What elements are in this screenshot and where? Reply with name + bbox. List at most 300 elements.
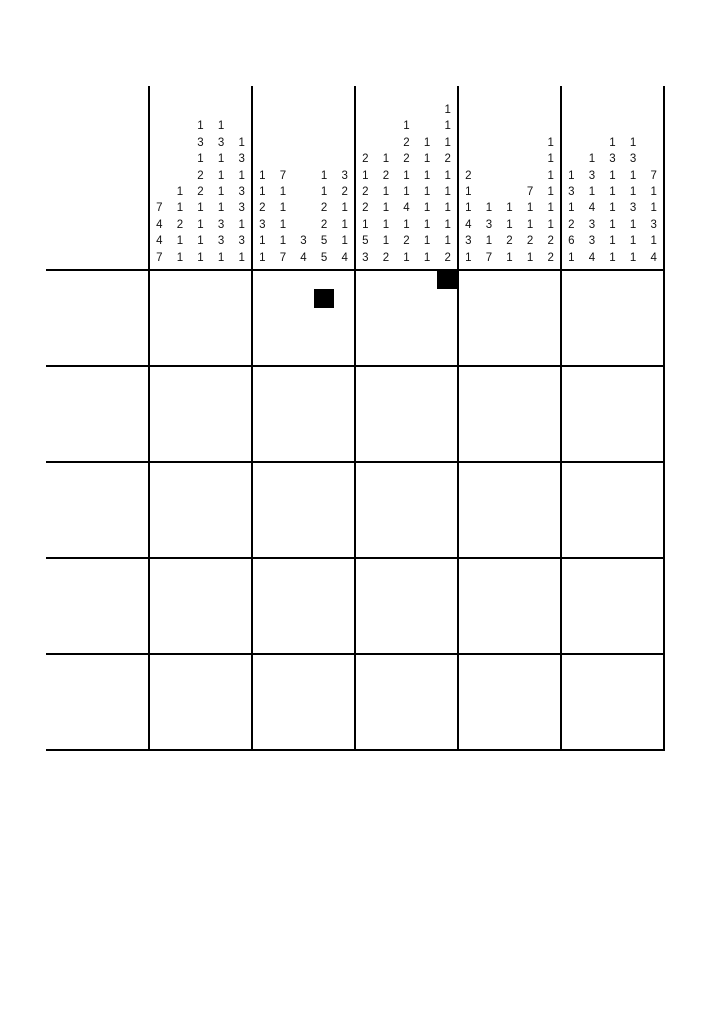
grid-cell[interactable] [211, 385, 233, 405]
grid-cell[interactable] [355, 443, 377, 463]
grid-cell[interactable] [602, 347, 624, 367]
grid-cell[interactable] [499, 424, 521, 444]
grid-cell[interactable] [540, 635, 562, 655]
grid-cell[interactable] [396, 692, 418, 712]
grid-cell[interactable] [396, 270, 418, 290]
grid-cell[interactable] [458, 443, 480, 463]
grid-cell[interactable] [417, 731, 439, 751]
grid-cell[interactable] [479, 692, 501, 712]
grid-cell[interactable] [437, 385, 459, 405]
grid-cell[interactable] [540, 712, 562, 732]
grid-cell[interactable] [211, 577, 233, 597]
grid-cell[interactable] [149, 712, 171, 732]
grid-cell[interactable] [417, 289, 439, 309]
grid-cell[interactable] [355, 270, 377, 290]
grid-cell[interactable] [623, 308, 645, 328]
grid-cell[interactable] [437, 366, 459, 386]
grid-cell[interactable] [602, 270, 624, 290]
grid-cell[interactable] [273, 308, 295, 328]
grid-cell[interactable] [417, 692, 439, 712]
grid-cell[interactable] [314, 654, 336, 674]
grid-cell[interactable] [520, 654, 542, 674]
grid-cell[interactable] [396, 712, 418, 732]
grid-cell[interactable] [623, 366, 645, 386]
grid-cell[interactable] [396, 558, 418, 578]
grid-cell[interactable] [252, 731, 274, 751]
grid-cell[interactable] [479, 308, 501, 328]
grid-cell[interactable] [582, 462, 604, 482]
grid-cell[interactable] [334, 616, 356, 636]
grid-cell[interactable] [520, 577, 542, 597]
grid-cell[interactable] [314, 385, 336, 405]
grid-cell[interactable] [499, 308, 521, 328]
grid-cell[interactable] [499, 558, 521, 578]
grid-cell[interactable] [561, 385, 583, 405]
grid-cell[interactable] [623, 385, 645, 405]
grid-cell[interactable] [231, 712, 253, 732]
grid-cell[interactable] [540, 520, 562, 540]
grid-cell[interactable] [231, 481, 253, 501]
grid-cell[interactable] [376, 520, 398, 540]
grid-cell[interactable] [520, 635, 542, 655]
grid-cell[interactable] [293, 424, 315, 444]
grid-cell[interactable] [211, 366, 233, 386]
grid-cell[interactable] [376, 443, 398, 463]
grid-cell[interactable] [417, 520, 439, 540]
grid-cell[interactable] [540, 328, 562, 348]
grid-cell[interactable] [376, 424, 398, 444]
grid-cell[interactable] [273, 481, 295, 501]
grid-cell[interactable] [252, 366, 274, 386]
grid-cell[interactable] [293, 635, 315, 655]
grid-cell[interactable] [190, 308, 212, 328]
grid-cell[interactable] [458, 462, 480, 482]
grid-cell[interactable] [540, 539, 562, 559]
grid-cell[interactable] [231, 616, 253, 636]
grid-cell[interactable] [252, 481, 274, 501]
grid-cell[interactable] [479, 635, 501, 655]
grid-cell[interactable] [190, 462, 212, 482]
grid-cell[interactable] [520, 385, 542, 405]
grid-cell[interactable] [211, 731, 233, 751]
grid-cell[interactable] [561, 481, 583, 501]
grid-cell[interactable] [582, 539, 604, 559]
grid-cell[interactable] [334, 692, 356, 712]
grid-cell[interactable] [561, 635, 583, 655]
grid-cell[interactable] [623, 289, 645, 309]
grid-cell[interactable] [211, 443, 233, 463]
grid-cell[interactable] [355, 635, 377, 655]
grid-cell[interactable] [231, 673, 253, 693]
grid-cell[interactable] [314, 500, 336, 520]
grid-cell[interactable] [273, 385, 295, 405]
grid-cell[interactable] [458, 500, 480, 520]
grid-cell[interactable] [458, 481, 480, 501]
grid-cell[interactable] [499, 500, 521, 520]
grid-cell[interactable] [479, 577, 501, 597]
grid-cell[interactable] [314, 692, 336, 712]
grid-cell[interactable] [334, 596, 356, 616]
grid-cell[interactable] [149, 308, 171, 328]
grid-cell[interactable] [211, 712, 233, 732]
grid-cell[interactable] [231, 385, 253, 405]
grid-cell[interactable] [211, 635, 233, 655]
grid-cell[interactable] [273, 577, 295, 597]
grid-cell[interactable] [273, 462, 295, 482]
grid-cell[interactable] [149, 443, 171, 463]
grid-cell[interactable] [376, 712, 398, 732]
grid-cell[interactable] [149, 616, 171, 636]
grid-cell[interactable] [499, 289, 521, 309]
grid-cell[interactable] [314, 712, 336, 732]
grid-cell[interactable] [479, 481, 501, 501]
grid-cell[interactable] [582, 635, 604, 655]
grid-cell[interactable] [417, 404, 439, 424]
grid-cell[interactable] [643, 328, 665, 348]
grid-cell[interactable] [231, 289, 253, 309]
grid-cell[interactable] [376, 654, 398, 674]
grid-cell[interactable] [334, 731, 356, 751]
grid-cell[interactable] [355, 308, 377, 328]
grid-cell[interactable] [520, 712, 542, 732]
grid-cell[interactable] [355, 385, 377, 405]
grid-cell[interactable] [499, 270, 521, 290]
grid-cell[interactable] [314, 673, 336, 693]
grid-cell[interactable] [417, 712, 439, 732]
grid-cell[interactable] [623, 539, 645, 559]
grid-cell[interactable] [643, 577, 665, 597]
grid-cell[interactable] [190, 712, 212, 732]
grid-cell[interactable] [211, 520, 233, 540]
grid-cell[interactable] [561, 520, 583, 540]
grid-cell[interactable] [540, 654, 562, 674]
grid-cell[interactable] [314, 347, 336, 367]
grid-cell[interactable] [458, 558, 480, 578]
grid-cell[interactable] [334, 347, 356, 367]
grid-cell[interactable] [190, 577, 212, 597]
grid-cell[interactable] [602, 404, 624, 424]
grid-cell[interactable] [190, 692, 212, 712]
grid-cell[interactable] [582, 404, 604, 424]
grid-cell[interactable] [190, 539, 212, 559]
grid-cell[interactable] [458, 520, 480, 540]
grid-cell[interactable] [376, 347, 398, 367]
grid-cell[interactable] [170, 596, 192, 616]
grid-cell[interactable] [273, 404, 295, 424]
grid-cell[interactable] [561, 443, 583, 463]
grid-cell[interactable] [211, 654, 233, 674]
grid-cell[interactable] [540, 385, 562, 405]
grid-cell[interactable] [231, 577, 253, 597]
grid-cell[interactable] [479, 462, 501, 482]
grid-cell[interactable] [417, 539, 439, 559]
grid-cell[interactable] [293, 462, 315, 482]
grid-cell[interactable] [520, 270, 542, 290]
grid-cell[interactable] [540, 404, 562, 424]
grid-cell[interactable] [540, 347, 562, 367]
grid-cell[interactable] [211, 289, 233, 309]
grid-cell[interactable] [211, 481, 233, 501]
grid-cell[interactable] [293, 577, 315, 597]
grid-cell[interactable] [582, 596, 604, 616]
grid-cell[interactable] [623, 558, 645, 578]
grid-cell[interactable] [231, 596, 253, 616]
grid-cell[interactable] [252, 654, 274, 674]
grid-cell[interactable] [561, 616, 583, 636]
grid-cell[interactable] [602, 577, 624, 597]
grid-cell[interactable] [437, 308, 459, 328]
grid-cell[interactable] [334, 385, 356, 405]
grid-cell[interactable] [417, 366, 439, 386]
grid-cell[interactable] [252, 443, 274, 463]
grid-cell[interactable] [417, 424, 439, 444]
grid-cell[interactable] [231, 424, 253, 444]
grid-cell[interactable] [231, 635, 253, 655]
grid-cell[interactable] [458, 654, 480, 674]
grid-cell[interactable] [149, 424, 171, 444]
grid-cell[interactable] [211, 500, 233, 520]
grid-cell[interactable] [520, 539, 542, 559]
grid-cell[interactable] [170, 347, 192, 367]
grid-cell[interactable] [520, 328, 542, 348]
grid-cell[interactable] [499, 462, 521, 482]
grid-cell[interactable] [479, 443, 501, 463]
grid-cell[interactable] [582, 270, 604, 290]
grid-cell[interactable] [252, 462, 274, 482]
grid-cell[interactable] [499, 596, 521, 616]
grid-cell[interactable] [293, 500, 315, 520]
grid-cell[interactable] [293, 270, 315, 290]
grid-cell[interactable] [252, 692, 274, 712]
grid-cell[interactable] [561, 308, 583, 328]
grid-cell[interactable] [643, 308, 665, 328]
grid-cell[interactable] [499, 539, 521, 559]
grid-cell[interactable] [437, 289, 459, 309]
grid-cell[interactable] [417, 577, 439, 597]
grid-cell[interactable] [355, 289, 377, 309]
grid-cell[interactable] [355, 500, 377, 520]
grid-cell[interactable] [479, 289, 501, 309]
grid-cell[interactable] [623, 424, 645, 444]
grid-cell[interactable] [170, 692, 192, 712]
grid-cell[interactable] [376, 385, 398, 405]
grid-cell[interactable] [396, 500, 418, 520]
grid-cell[interactable] [602, 635, 624, 655]
grid-cell[interactable] [334, 654, 356, 674]
grid-cell[interactable] [499, 328, 521, 348]
grid-cell[interactable] [293, 289, 315, 309]
grid-cell[interactable] [170, 712, 192, 732]
grid-cell[interactable] [437, 596, 459, 616]
grid-cell[interactable] [293, 673, 315, 693]
grid-cell[interactable] [170, 443, 192, 463]
grid-cell[interactable] [540, 673, 562, 693]
grid-cell[interactable] [334, 577, 356, 597]
grid-cell[interactable] [293, 596, 315, 616]
grid-cell[interactable] [458, 366, 480, 386]
grid-cell[interactable] [561, 424, 583, 444]
grid-cell[interactable] [334, 366, 356, 386]
grid-cell[interactable] [149, 462, 171, 482]
grid-cell[interactable] [273, 328, 295, 348]
grid-cell[interactable] [273, 500, 295, 520]
grid-cell[interactable] [273, 558, 295, 578]
grid-cell[interactable] [149, 481, 171, 501]
grid-cell[interactable] [190, 424, 212, 444]
grid-cell[interactable] [376, 481, 398, 501]
grid-cell[interactable] [540, 558, 562, 578]
grid-cell[interactable] [293, 520, 315, 540]
grid-cell[interactable] [231, 328, 253, 348]
grid-cell[interactable] [231, 347, 253, 367]
grid-cell[interactable] [561, 539, 583, 559]
grid-cell[interactable] [602, 712, 624, 732]
grid-cell[interactable] [190, 270, 212, 290]
grid-cell[interactable] [273, 635, 295, 655]
grid-cell[interactable] [417, 462, 439, 482]
grid-cell[interactable] [190, 558, 212, 578]
grid-cell[interactable] [643, 616, 665, 636]
grid-cell[interactable] [458, 385, 480, 405]
grid-cell[interactable] [479, 654, 501, 674]
grid-cell[interactable] [355, 692, 377, 712]
grid-cell[interactable] [623, 731, 645, 751]
grid-cell[interactable] [190, 385, 212, 405]
grid-cell[interactable] [437, 654, 459, 674]
grid-cell[interactable] [252, 520, 274, 540]
grid-cell[interactable] [437, 328, 459, 348]
grid-cell[interactable] [540, 443, 562, 463]
grid-cell[interactable] [561, 712, 583, 732]
grid-cell[interactable] [170, 481, 192, 501]
grid-cell[interactable] [582, 366, 604, 386]
grid-cell[interactable] [582, 443, 604, 463]
grid-cell[interactable] [417, 654, 439, 674]
grid-cell[interactable] [458, 347, 480, 367]
grid-cell[interactable] [314, 270, 336, 290]
grid-cell[interactable] [396, 462, 418, 482]
grid-cell[interactable] [149, 539, 171, 559]
grid-cell[interactable] [293, 328, 315, 348]
grid-cell[interactable] [582, 347, 604, 367]
grid-cell[interactable] [149, 520, 171, 540]
grid-cell[interactable] [231, 654, 253, 674]
grid-cell[interactable] [520, 404, 542, 424]
grid-cell[interactable] [273, 712, 295, 732]
grid-cell[interactable] [582, 577, 604, 597]
grid-cell[interactable] [190, 500, 212, 520]
grid-cell[interactable] [520, 731, 542, 751]
grid-cell[interactable] [293, 481, 315, 501]
grid-cell[interactable] [314, 520, 336, 540]
grid-cell[interactable] [231, 520, 253, 540]
grid-cell[interactable] [252, 404, 274, 424]
grid-cell[interactable] [561, 558, 583, 578]
grid-cell[interactable] [355, 366, 377, 386]
grid-cell[interactable] [149, 673, 171, 693]
grid-cell[interactable] [396, 731, 418, 751]
grid-cell[interactable] [602, 596, 624, 616]
grid-cell[interactable] [252, 424, 274, 444]
grid-cell[interactable] [355, 616, 377, 636]
grid-cell[interactable] [273, 289, 295, 309]
grid-cell[interactable] [437, 712, 459, 732]
grid-cell[interactable] [355, 577, 377, 597]
grid-cell[interactable] [396, 616, 418, 636]
grid-cell[interactable] [561, 347, 583, 367]
grid-cell[interactable] [479, 616, 501, 636]
grid-cell[interactable] [499, 635, 521, 655]
grid-cell[interactable] [314, 366, 336, 386]
grid-cell[interactable] [355, 481, 377, 501]
grid-cell[interactable] [643, 539, 665, 559]
grid-cell[interactable] [170, 270, 192, 290]
grid-cell[interactable] [520, 366, 542, 386]
grid-cell[interactable] [623, 500, 645, 520]
grid-cell[interactable] [479, 328, 501, 348]
grid-cell[interactable] [602, 654, 624, 674]
grid-cell[interactable] [643, 347, 665, 367]
grid-cell[interactable] [540, 500, 562, 520]
grid-cell[interactable] [540, 577, 562, 597]
grid-cell[interactable] [602, 366, 624, 386]
grid-cell[interactable] [314, 635, 336, 655]
grid-cell[interactable] [602, 520, 624, 540]
grid-cell[interactable] [561, 270, 583, 290]
grid-cell[interactable] [396, 289, 418, 309]
grid-cell[interactable] [520, 596, 542, 616]
grid-cell[interactable] [499, 347, 521, 367]
grid-cell[interactable] [396, 404, 418, 424]
grid-cell[interactable] [437, 635, 459, 655]
grid-cell[interactable] [561, 289, 583, 309]
grid-cell[interactable] [170, 520, 192, 540]
grid-cell[interactable] [314, 731, 336, 751]
grid-cell[interactable] [355, 424, 377, 444]
grid-cell[interactable] [417, 328, 439, 348]
grid-cell[interactable] [561, 673, 583, 693]
grid-cell[interactable] [561, 328, 583, 348]
grid-cell[interactable] [334, 520, 356, 540]
grid-cell[interactable] [293, 692, 315, 712]
grid-cell[interactable] [314, 616, 336, 636]
grid-cell[interactable] [437, 539, 459, 559]
grid-cell[interactable] [314, 596, 336, 616]
grid-cell[interactable] [314, 577, 336, 597]
grid-cell[interactable] [252, 500, 274, 520]
grid-cell[interactable] [643, 443, 665, 463]
grid-cell[interactable] [643, 520, 665, 540]
grid-cell[interactable] [252, 289, 274, 309]
grid-cell[interactable] [273, 596, 295, 616]
grid-cell[interactable] [540, 462, 562, 482]
grid-cell[interactable] [520, 424, 542, 444]
grid-cell[interactable] [149, 347, 171, 367]
grid-cell[interactable] [355, 596, 377, 616]
grid-cell[interactable] [355, 539, 377, 559]
grid-cell[interactable] [437, 443, 459, 463]
grid-cell[interactable] [561, 366, 583, 386]
grid-cell[interactable] [623, 462, 645, 482]
grid-cell[interactable] [602, 692, 624, 712]
grid-cell[interactable] [520, 500, 542, 520]
grid-cell[interactable] [540, 424, 562, 444]
grid-cell[interactable] [602, 616, 624, 636]
grid-cell[interactable] [437, 424, 459, 444]
grid-cell[interactable] [643, 673, 665, 693]
grid-cell[interactable] [293, 347, 315, 367]
grid-cell[interactable] [643, 270, 665, 290]
